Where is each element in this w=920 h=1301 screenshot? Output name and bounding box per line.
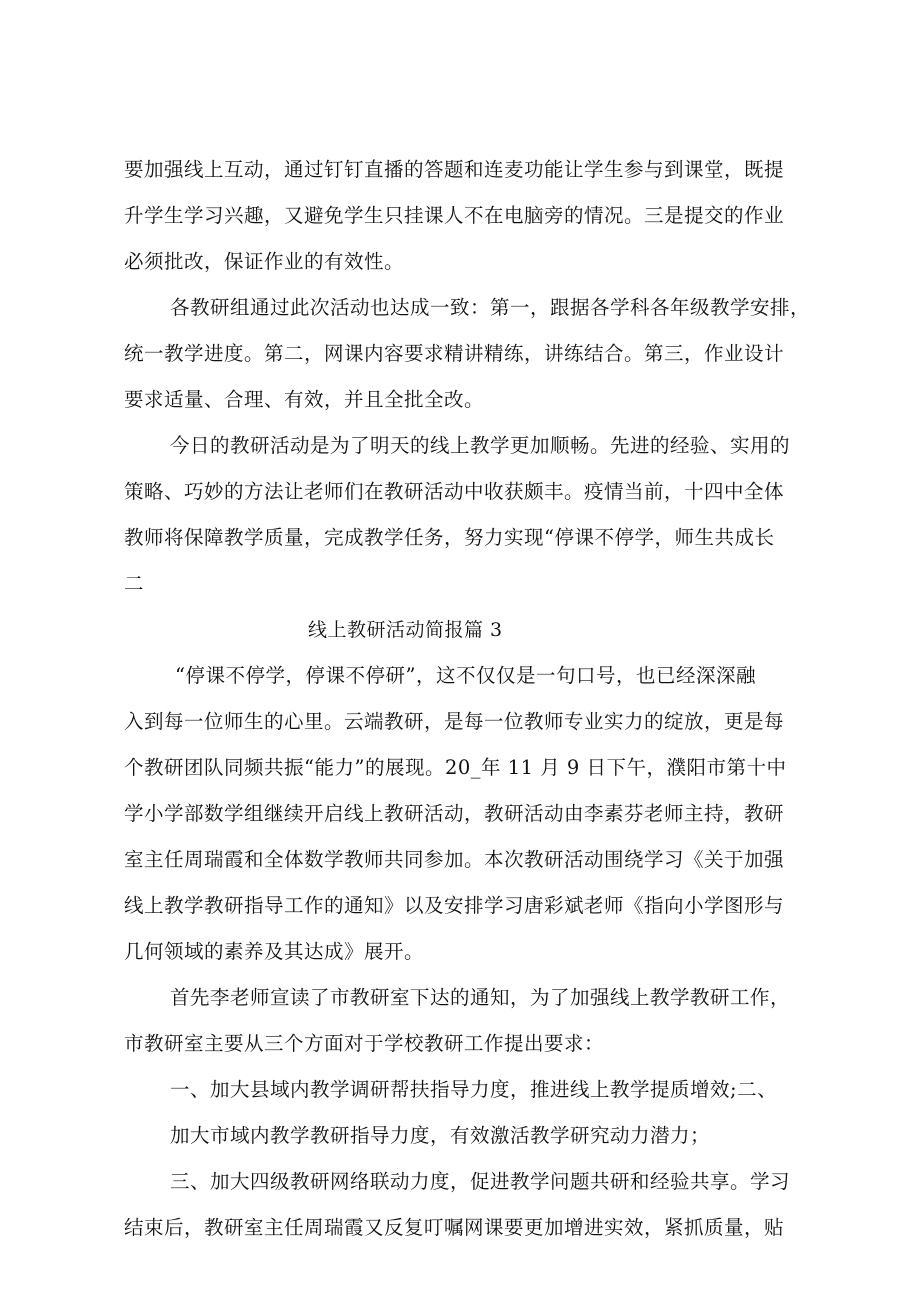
text-line: 策略、巧妙的方法让老师们在教研活动中收获颇丰。疫情当前，十四中全体: [124, 480, 785, 503]
text-line: 个教研团队同频共振“能力”的展现。20_年 11 月 9 日下午，濮阳市第十中: [124, 756, 787, 779]
text-line: 首先李老师宣读了市教研室下达的通知，为了加强线上教学教研工作，: [170, 986, 791, 1009]
section-heading: 线上教研活动简报篇 3: [308, 619, 503, 641]
text-line: 今日的教研活动是为了明天的线上教学更加顺畅。先进的经验、实用的: [170, 434, 791, 457]
text-line: 教师将保障教学质量，完成教学任务，努力实现“停课不停学，师生共成长: [124, 526, 775, 549]
text-line: 升学生学习兴趣，又避免学生只挂课人不在电脑旁的情况。三是提交的作业: [124, 204, 785, 227]
text-line: 室主任周瑞霞和全体数学教师共同参加。本次教研活动围绕学习《关于加强: [124, 848, 785, 871]
text-line: 二: [124, 572, 145, 595]
text-line: 线上教学教研指导工作的通知》以及安排学习唐彩斌老师《指向小学图形与: [124, 894, 785, 917]
text-line: 一、加大县域内教学调研帮扶指导力度，推进线上教学提质增效;二、: [170, 1078, 778, 1101]
text-line: 要求适量、合理、有效，并且全批全改。: [124, 388, 485, 411]
text-line: 必须批改，保证作业的有效性。: [124, 250, 405, 273]
text-line: 结束后，教研室主任周瑞霞又反复叮嘱网课要更加增进实效，紧抓质量，贴: [124, 1216, 785, 1239]
text-line: 学小学部数学组继续开启线上教研活动，教研活动由李素芬老师主持，教研: [124, 802, 785, 825]
text-line: 三、加大四级教研网络联动力度，促进教学问题共研和经验共享。学习: [170, 1170, 791, 1193]
text-line: “停课不停学，停课不停研”，这不仅仅是一句口号，也已经深深融: [175, 664, 756, 687]
text-line: 要加强线上互动，通过钉钉直播的答题和连麦功能让学生参与到课堂，既提: [124, 158, 785, 181]
text-line: 市教研室主要从三个方面对于学校教研工作提出要求：: [124, 1032, 605, 1055]
text-line: 统一教学进度。第二，网课内容要求精讲精练，讲练结合。第三，作业设计: [124, 342, 785, 365]
text-line: 各教研组通过此次活动也达成一致：第一，跟据各学科各年级教学安排，: [170, 296, 811, 319]
text-line: 入到每一位师生的心里。云端教研，是每一位教师专业实力的绽放，更是每: [124, 710, 785, 733]
text-line: 加大市域内教学教研指导力度，有效激活教学研究动力潜力；: [170, 1124, 711, 1147]
text-line: 几何领域的素养及其达成》展开。: [124, 940, 425, 963]
